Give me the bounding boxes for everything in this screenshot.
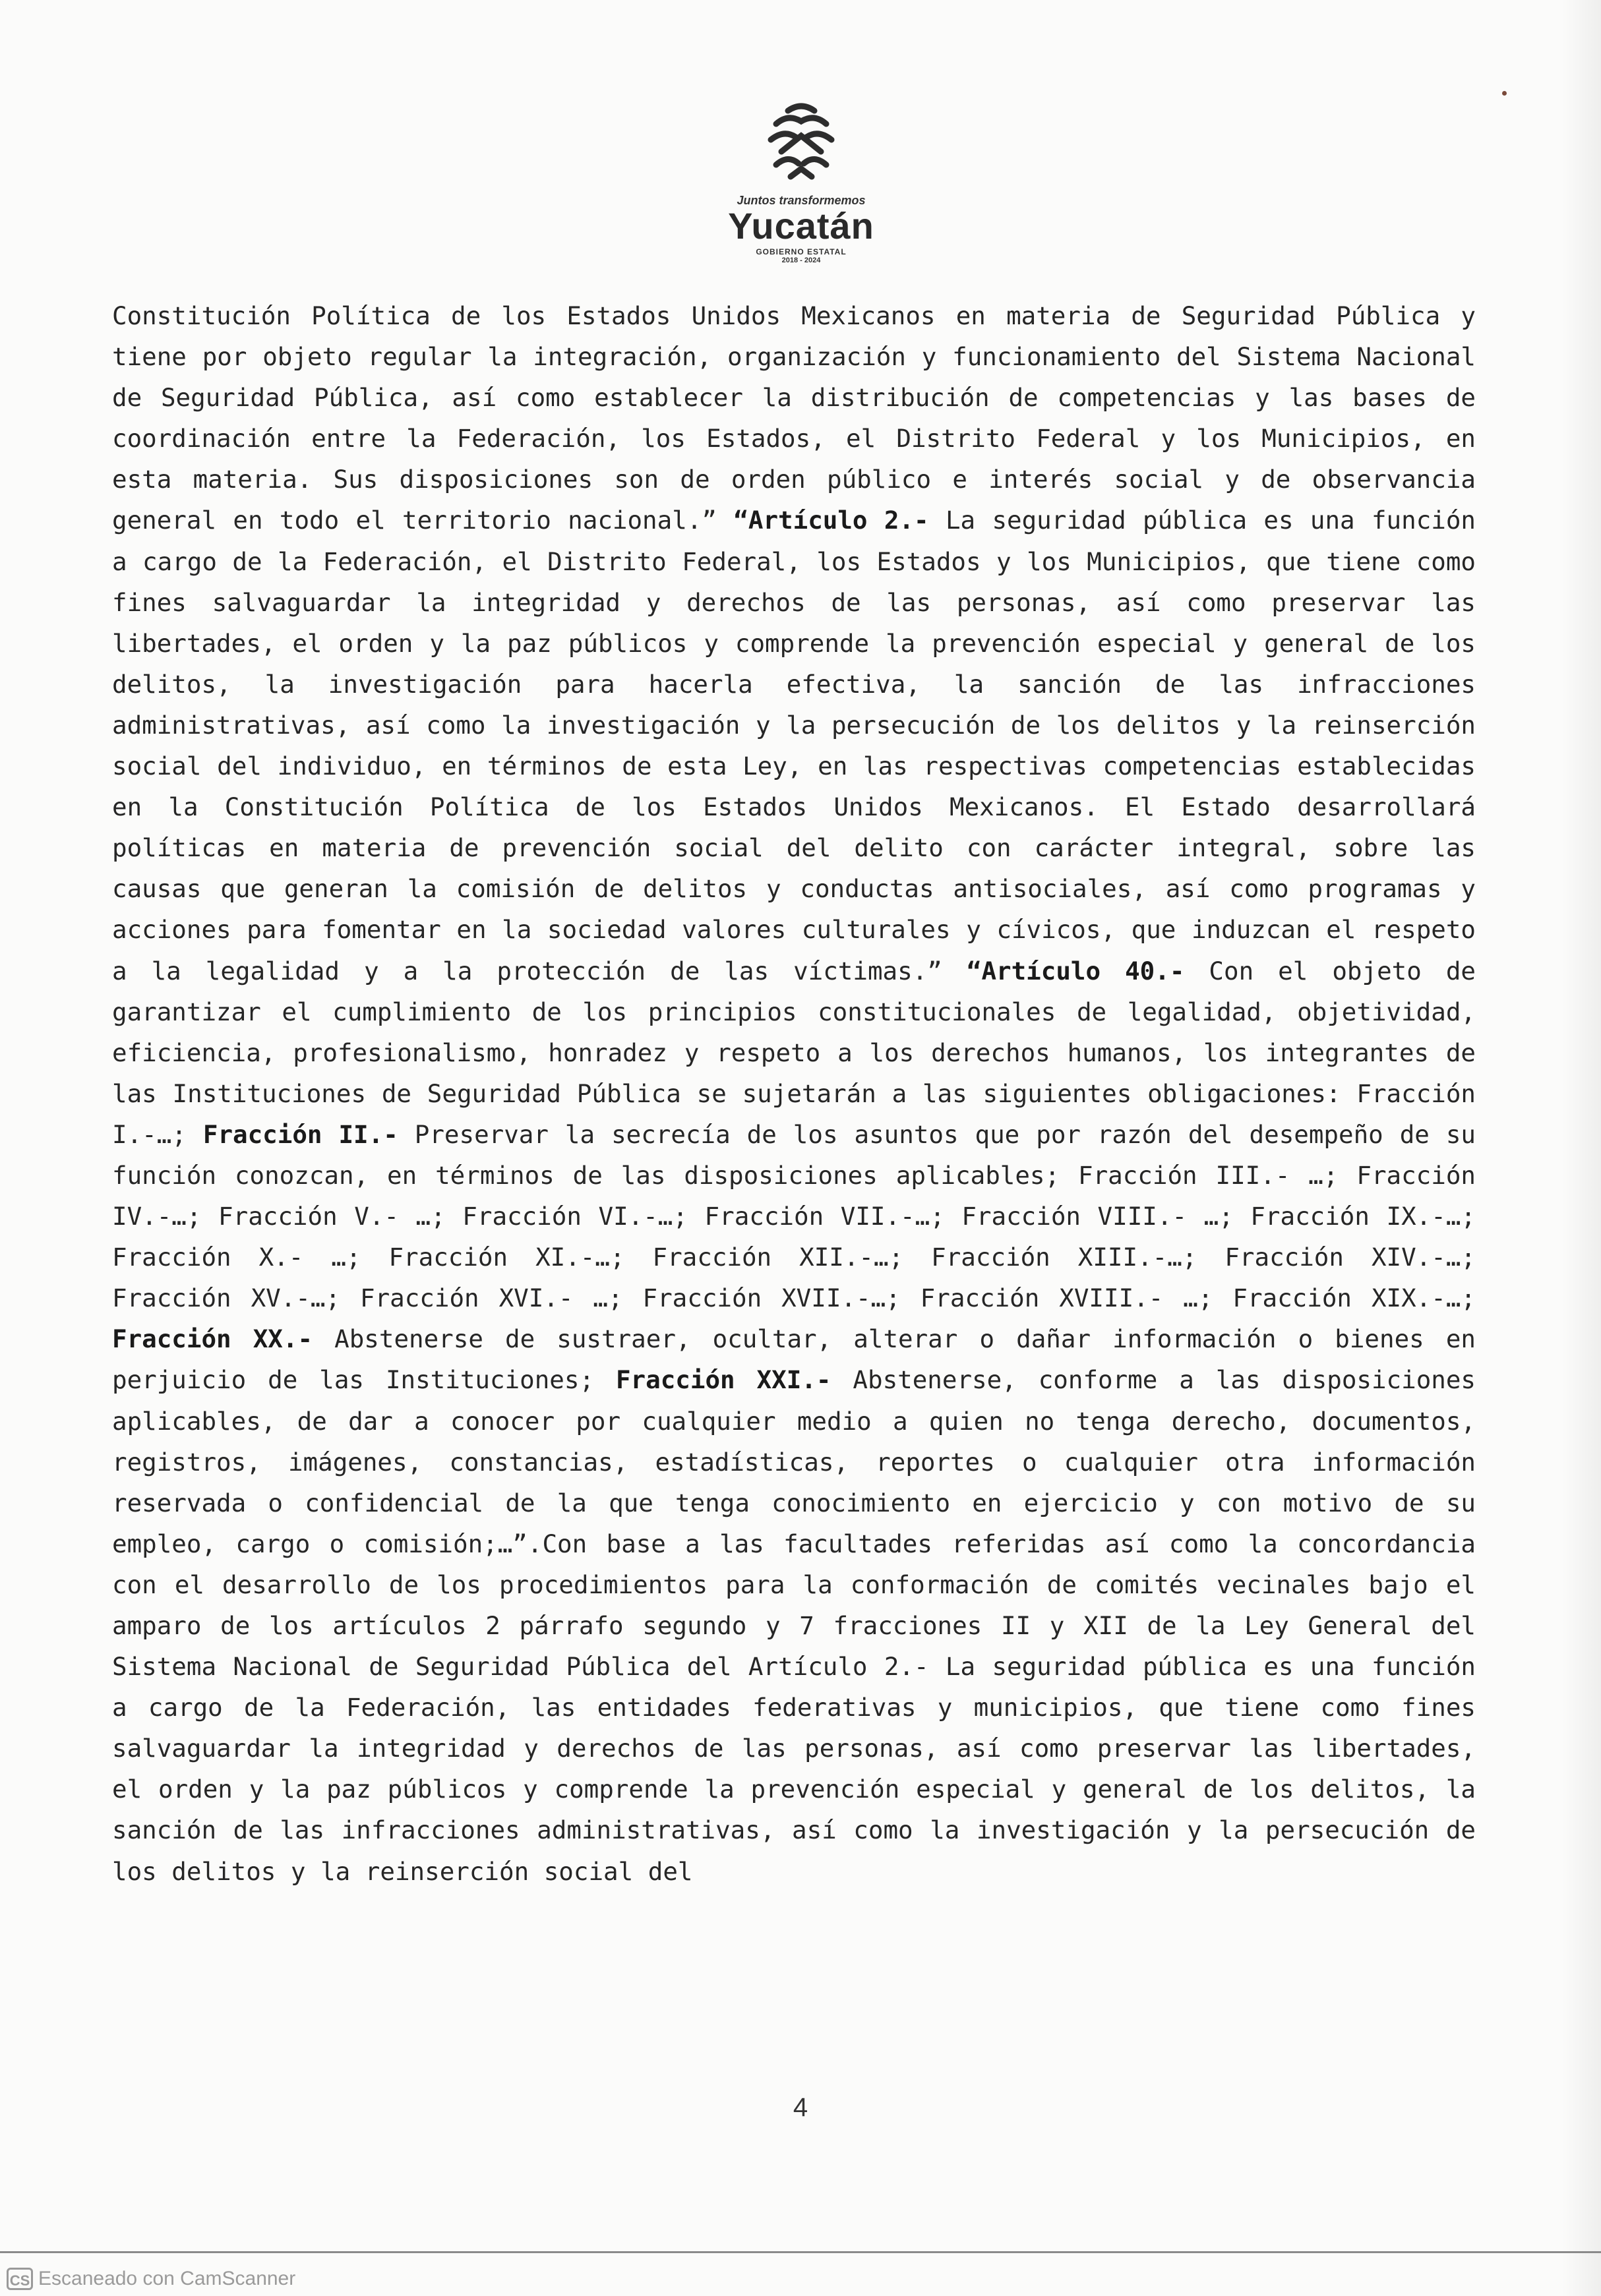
body-text-run: Preservar la secrecía de los asuntos que por razón del desempeño de su función conozcan, en términos de las disposiciones aplicables; Fracción III.- …; Fracción IV.-…; Fracción V.- …; Fracción VI.-…; Fracción VII.-…; Fracción VIII.- …; Fracción IX.-…; Fracción X.- …; Fracción XI.-…; Fracción XII.-…; Fracción XIII.-…; Fracción XIV.-…; Fracción XV.-…; Fracción XVI.- …; Fracción XVII.-…; Fracción XVIII.- …; Fracción XIX.-…; [112, 1119, 1476, 1313]
bold-article-reference: “Artículo 40.- [966, 956, 1185, 986]
document-body-text [112, 295, 1476, 1892]
logo-tagline: Juntos transformemos [737, 194, 866, 207]
camscanner-watermark [7, 2268, 295, 2290]
body-text-run: Constitución Política de los Estados Unidos Mexicanos en materia de Seguridad Pública y tiene por objeto regular la integración, organización y funcionamiento del Sistema Nacional de Seguridad Pública, así como establecer la distribución de competencias y las bases de coordinación entre la Federación, los Estados, el Distrito Federal y los Municipios, en esta materia. Sus disposiciones son de orden público e interés social y de observancia general en todo el territorio nacional.” [112, 301, 1476, 535]
logo-name: Yucatán [728, 205, 874, 247]
body-text-run: Abstenerse, conforme a las disposiciones aplicables, de dar a conocer por cualquier medio a quien no tenga derecho, documentos, registros, imágenes, constancias, estadísticas, reportes o cualquier otra información reservada o confidencial de la que tenga conocimiento en ejercicio y con motivo de su empleo, cargo o comisión;…”.Con base a las facultades referidas así como la concordancia con el desarrollo de los procedimientos para la conformación de comités vecinales bajo el amparo de los artículos 2 párrafo segundo y 7 fracciones II y XII de la Ley General del Sistema Nacional de Seguridad Pública del Artículo 2.- La seguridad pública es una función a cargo de la Federación, las entidades federativas y municipios, que tiene como fines salvaguardar la integridad y derechos de las personas, así como preservar las libertades, el orden y la paz públicos y comprende la prevención especial y general de los delitos, la sanción de las infracciones administrativas, así como la investigación y la persecución de los delitos y la reinserción social del [112, 1365, 1476, 1886]
yucatan-emblem-icon [762, 99, 841, 185]
bold-article-reference: Fracción II.- [202, 1119, 398, 1149]
scan-speck [1502, 91, 1507, 96]
page-number: 4 [793, 2093, 808, 2122]
body-text-run: Abstenerse de sustraer, ocultar, alterar o dañar información o bienes en perjuicio de las Instituciones; [112, 1324, 1476, 1395]
camscanner-logo-icon: CS [7, 2268, 33, 2290]
scan-edge-shadow [1561, 0, 1601, 2296]
government-logo [719, 99, 884, 264]
logo-years: 2018 - 2024 [781, 256, 821, 264]
bold-article-reference: Fracción XXI.- [615, 1365, 831, 1395]
body-text-run: La seguridad pública es una función a cargo de la Federación, el Distrito Federal, los Estados y los Municipios, que tiene como fines salvaguardar la integridad y derechos de las personas, así como preservar las libertades, el orden y la paz públicos y comprende la prevención especial y general de los delitos, la investigación para hacerla efectiva, la sanción de las infracciones administrativas, así como la investigación y la persecución de los delitos y la reinserción social del individuo, en términos de esta Ley, en las respectivas competencias establecidas en la Constitución Política de los Estados Unidos Mexicanos. El Estado desarrollará políticas en materia de prevención social del delito con carácter integral, sobre las causas que generan la comisión de delitos y conductas antisociales, así como programas y acciones para fomentar en la sociedad valores culturales y cívicos, que induzcan el respeto a la legalidad y a la protección de las víctimas.” [112, 506, 1476, 986]
camscanner-label: Escaneado con CamScanner [38, 2268, 296, 2289]
bold-article-reference: “Artículo 2.- [733, 506, 929, 535]
logo-subtitle: GOBIERNO ESTATAL [756, 247, 847, 256]
scan-bottom-edge [0, 2251, 1601, 2253]
bold-article-reference: Fracción XX.- [112, 1324, 313, 1354]
body-text-run: Con el objeto de garantizar el cumplimiento de los principios constitucionales de legalidad, objetividad, eficiencia, profesionalismo, honradez y respeto a los derechos humanos, los integrantes de las Instituciones de Seguridad Pública se sujetarán a las siguientes obligaciones: Fracción I.-…; [112, 956, 1476, 1149]
